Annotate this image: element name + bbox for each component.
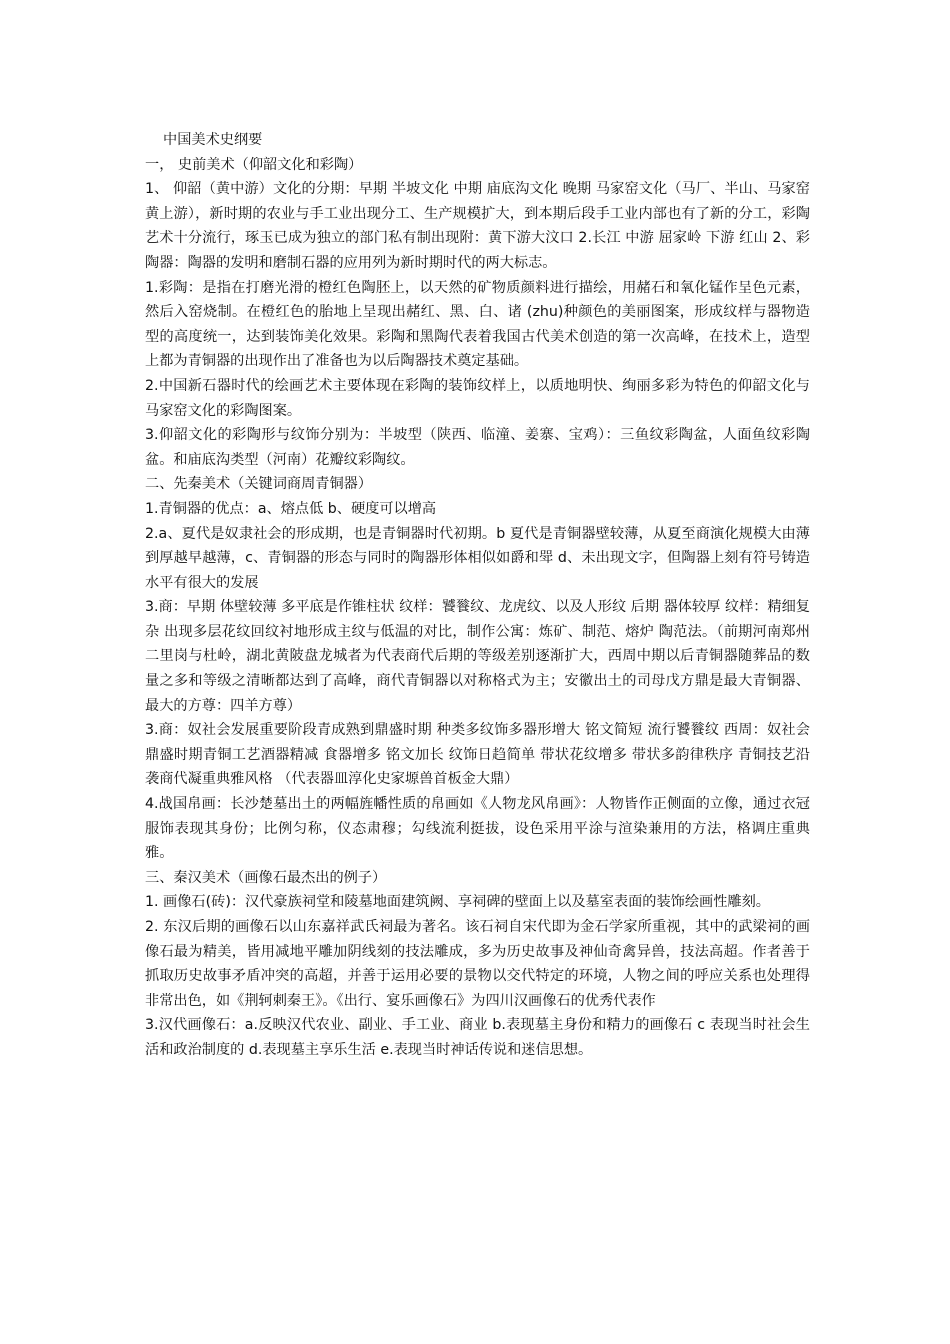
document-page [145,128,810,1063]
paragraph-wu-shrine: 2. 东汉后期的画像石以山东嘉祥武氏祠最为著名。该石祠自宋代即为金石学家所重视，其中的武梁祠的画像石最为精美，皆用减地平雕加阴线刻的技法雕成，多为历史故事及神仙奇禽异兽，技法高超。作者善于抓取历史故事矛盾冲突的高超，并善于运用必要的景物以交代特定的环境，人物之间的呼应关系也处理得非常出色，如《荆轲刺秦王》。《出行、宴乐画像石》为四川汉画像石的优秀代表作 [145,919,810,1009]
paragraph-painted-pottery: 1.彩陶：是指在打磨光滑的橙红色陶胚上，以天然的矿物质颜料进行描绘，用赭石和氧化锰作呈色元素，然后入窑烧制。在橙红色的胎地上呈现出赭红、黑、白、诸 (zhu)种颜色的美丽图案，形成纹样与器物造型的高度统一，达到装饰美化效果。彩陶和黑陶代表着我国古代美术创造的第一次高峰，在技术上，造型上都为青铜器的出现作出了准备也为以后陶器技术奠定基础。 [145,279,810,370]
paragraph-stone-relief-definition: 1. 画像石(砖)：汉代豪族祠堂和陵墓地面建筑阙、享祠碑的壁面上以及墓室表面的装饰绘画性雕刻。 [145,894,770,911]
paragraph-yangshao-periods: 1、 仰韶（黄中游）文化的分期：早期 半坡文化 中期 庙底沟文化 晚期 马家窑文化（马厂、半山、马家窑黄上游），新时期的农业与手工业出现分工、生产规模扩大，到本期后段手工业内部也有了新的分工，彩陶艺术十分流行，琢玉已成为独立的部门私有制出现附：黄下游大汶口 2.长江 中游 屈家岭 下游 红山 2、彩陶器：陶器的发明和磨制石器的应用列为新时期时代的两大标志。 [145,181,810,271]
section-heading-pre-qin: 二、先秦美术（关键词商周青铜器） [145,476,373,493]
paragraph-han-stone-relief: 3.汉代画像石：a.反映汉代农业、副业、手工业、商业 b.表现墓主身份和精力的画像石 c 表现当时社会生活和政治制度的 d.表现墓主享乐生活 e.表现当时神话传说和迷信思想。 [145,1017,810,1058]
paragraph-bronze-advantages: 1.青铜器的优点：a、熔点低 b、硬度可以增高 [145,500,437,517]
document-title: 中国美术史纲要 [163,132,263,148]
paragraph-shang-bronze: 3.商：早期 体壁较薄 多平底是作锥柱状 纹样：饕餮纹、龙虎纹、以及人形纹 后期 器体较厚 纹样：精细复杂 出现多层花纹回纹衬地形成主纹与低温的对比，制作公寓：炼矿、制范、熔炉 陶范法。（前期河南郑州二里岗与杜岭，湖北黄陂盘龙城者为代表商代后期的等级差别逐渐扩大，西周中期以后青铜器随葬品的数量之多和等级之清晰都达到了高峰，商代青铜器以对称格式为主；安徽出土的司母戊方鼎是最大青铜器、最大的方尊：四羊方尊） [145,599,810,714]
paragraph-warring-states-silk: 4.战国帛画：长沙楚墓出土的两幅旌幡性质的帛画如《人物龙风帛画》：人物皆作正侧面的立像，通过衣冠服饰表现其身份；比例匀称，仪态肃穆；勾线流利挺拔，设色采用平涂与渲染兼用的方法，格调庄重典雅。 [145,796,810,862]
paragraph-yangshao-types: 3.仰韶文化的彩陶形与纹饰分别为：半坡型（陕西、临潼、姜寨、宝鸡）：三鱼纹彩陶盆，人面鱼纹彩陶盆。和庙底沟类型（河南）花瓣纹彩陶纹。 [145,427,810,468]
paragraph-xia-bronze: 2.a、夏代是奴隶社会的形成期，也是青铜器时代初期。b 夏代是青铜器壁较薄，从夏至商演化规模大由薄到厚越早越薄，c、青铜器的形态与同时的陶器形体相似如爵和斝 d、未出现文字，但陶器上刻有符号铸造水平有很大的发展 [145,525,810,591]
section-heading-prehistoric: 一， 史前美术（仰韶文化和彩陶） [145,156,363,173]
paragraph-neolithic-painting: 2.中国新石器时代的绘画艺术主要体现在彩陶的装饰纹样上，以质地明快、绚丽多彩为特色的仰韶文化与马家窑文化的彩陶图案。 [145,377,810,419]
paragraph-shang-zhou: 3.商：奴社会发展重要阶段青成熟到鼎盛时期 种类多纹饰多器形增大 铭文简短 流行饕餮纹 西周：奴社会鼎盛时期青铜工艺酒器精减 食器增多 铭文加长 纹饰日趋简单 带状花纹增多 带状多韵律秩序 青铜技艺沿袭商代凝重典雅风格 （代表器皿淳化史家塬兽首板金大鼎） [145,722,810,788]
section-heading-qin-han: 三、秦汉美术（画像石最杰出的例子） [145,869,387,886]
